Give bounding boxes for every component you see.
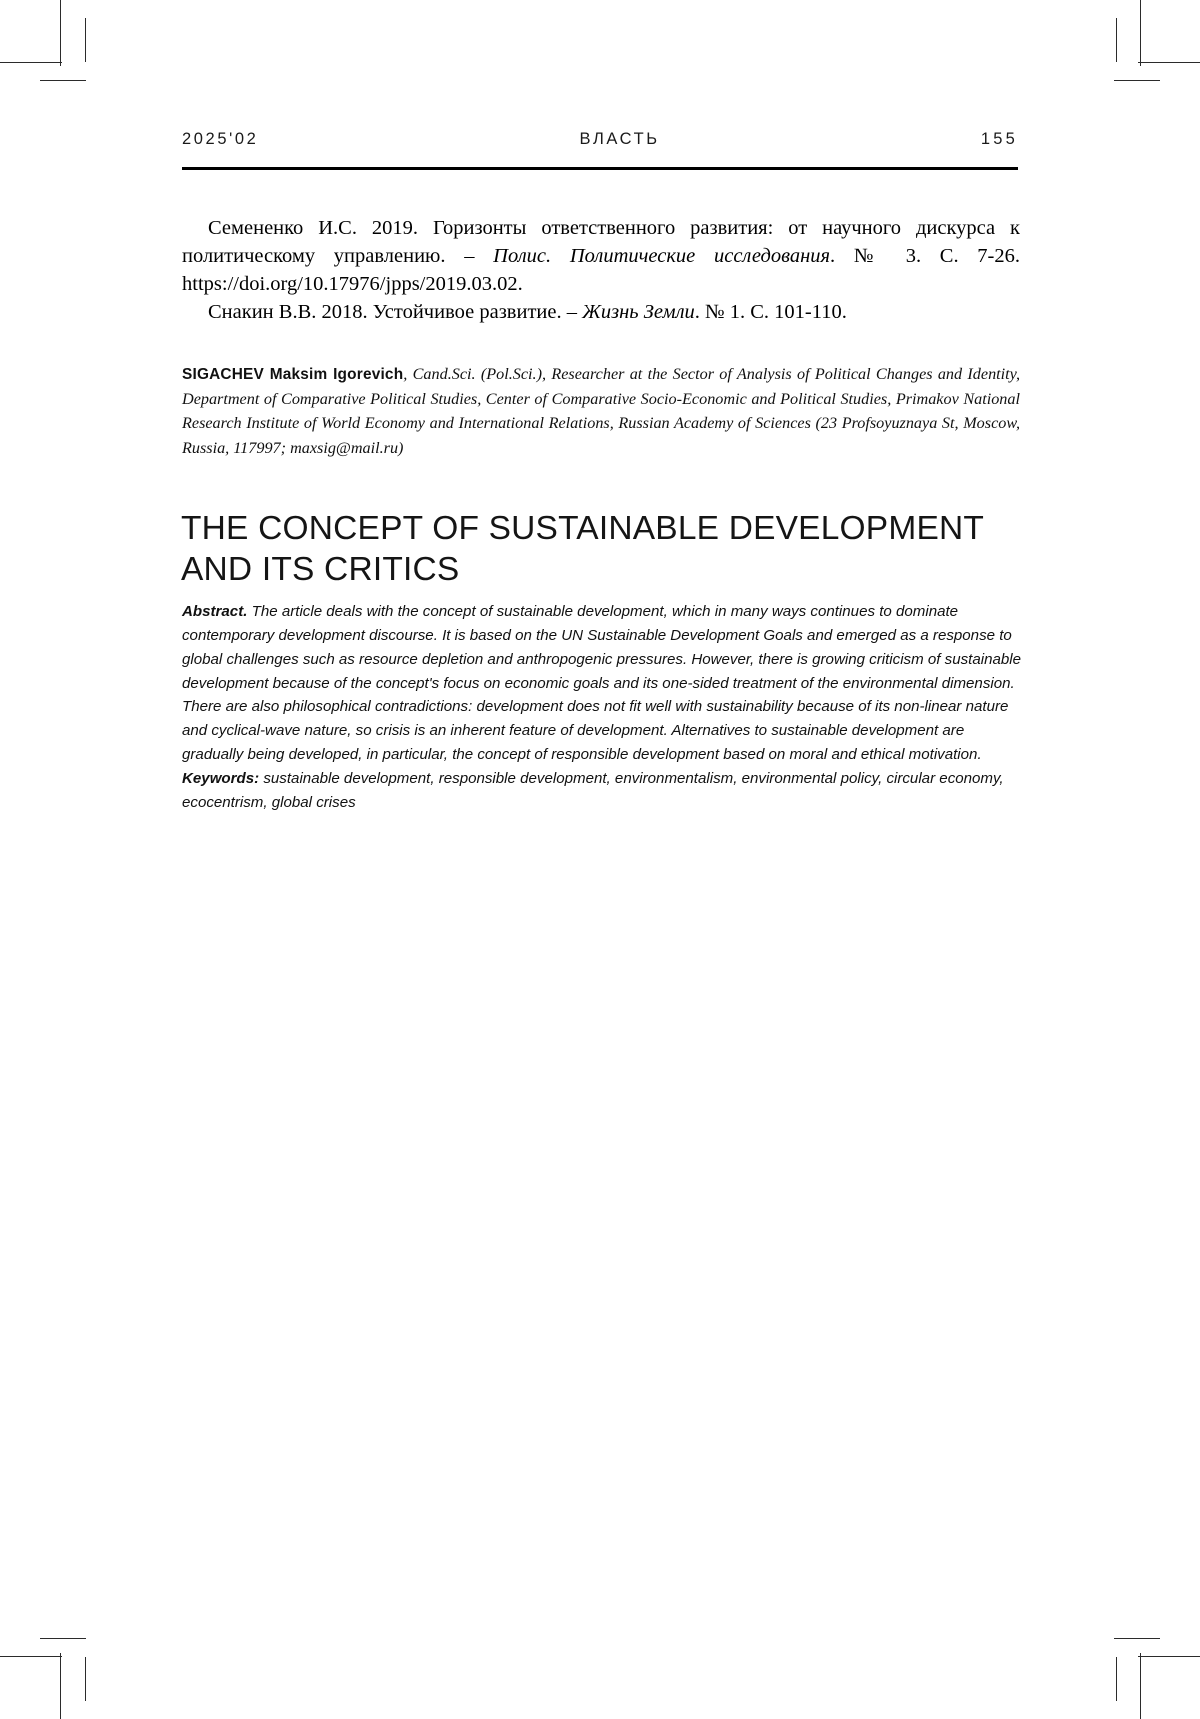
abstract-label: Abstract. <box>182 603 248 620</box>
reference-1-part-1: Семененко И.С. 2019. Горизонты ответственного развития: от научного дискурса к политическому управлению. – <box>182 217 1020 267</box>
keywords-label: Keywords: <box>182 769 260 787</box>
author-affiliation-block <box>182 362 1020 461</box>
reference-2-part-2: . № 1. С. 101-110. <box>694 300 847 323</box>
reference-2-source: Жизнь Земли <box>582 300 695 323</box>
keywords-paragraph <box>182 767 1022 815</box>
crop-mark-bottom-right-inner-horizontal <box>1114 1638 1160 1639</box>
reference-1-part-2: . № 3. С. 7-26. https://doi.org/10.17976/jpps/2019.03.02. <box>182 244 1021 295</box>
crop-mark-top-right-inner-vertical <box>1116 18 1117 62</box>
reference-1-source: Полис. Политические исследования <box>493 244 831 267</box>
crop-mark-top-left-inner-horizontal <box>40 80 86 81</box>
reference-item-2 <box>182 299 1020 327</box>
journal-title: ВЛАСТЬ <box>579 130 660 148</box>
abstract-paragraph <box>182 600 1022 767</box>
issue-label: 2025'02 <box>182 130 259 148</box>
abstract-section <box>182 600 1022 815</box>
abstract-text: The article deals with the concept of sustainable development, which in many ways continues to dominate contemporary development discourse. It is based on the UN Sustainable Development Goals and emerged as a response to global challenges such as resource depletion and anthropogenic pressures. However, there is growing criticism of sustainable development because of the concept's focus on economic goals and its one-sided treatment of the environmental dimension. There are also philosophical contradictions: development does not fit well with sustainability because of its non-linear nature and cyclical-wave nature, so crisis is an inherent feature of development. Alternatives to sustainable development are gradually being developed, in particular, the concept of responsible development based on moral and ethical motivation. <box>182 603 1022 764</box>
crop-mark-top-left-vertical <box>60 0 61 66</box>
header-rule <box>182 167 1018 170</box>
crop-mark-bottom-left-inner-horizontal <box>40 1638 86 1639</box>
crop-mark-top-right-vertical <box>1140 0 1141 66</box>
reference-item-1 <box>182 215 1020 299</box>
article-title <box>181 509 1021 590</box>
author-affiliation: , Cand.Sci. (Pol.Sci.), Researcher at the Sector of Analysis of Political Changes and Identity, Department of Comparative Political Studies, Center of Comparative Socio-Economic and Political Studies, Primakov National Research Institute of World Economy and International Relations, Russian Academy of Sciences (23 Profsoyuznaya St, Moscow, Russia, 117997; maxsig@mail.ru) <box>182 365 1020 457</box>
article-title-line-1: THE CONCEPT OF SUSTAINABLE DEVELOPMENT <box>181 510 985 548</box>
crop-mark-bottom-right-horizontal <box>1138 1656 1200 1657</box>
crop-mark-bottom-right-inner-vertical <box>1116 1657 1117 1701</box>
crop-mark-top-left-horizontal <box>0 62 62 63</box>
crop-mark-bottom-right-vertical <box>1140 1653 1141 1719</box>
crop-mark-top-right-horizontal <box>1138 62 1200 63</box>
crop-mark-top-right-inner-horizontal <box>1114 80 1160 81</box>
crop-mark-bottom-left-inner-vertical <box>85 1657 86 1701</box>
reference-2-part-1: Снакин В.В. 2018. Устойчивое развитие. – <box>208 300 583 323</box>
reference-list <box>182 215 1020 327</box>
page-number: 155 <box>980 130 1018 148</box>
crop-mark-bottom-left-vertical <box>60 1653 61 1719</box>
crop-mark-bottom-left-horizontal <box>0 1656 62 1657</box>
crop-mark-top-left-inner-vertical <box>85 18 86 62</box>
keywords-text: sustainable development, responsible development, environmentalism, environmental policy, circular economy, ecocentrism, global crises <box>182 769 1004 811</box>
running-head <box>182 130 1018 149</box>
author-name: SIGACHEV Maksim Igorevich <box>182 366 404 383</box>
article-title-line-2: AND ITS CRITICS <box>181 550 460 588</box>
